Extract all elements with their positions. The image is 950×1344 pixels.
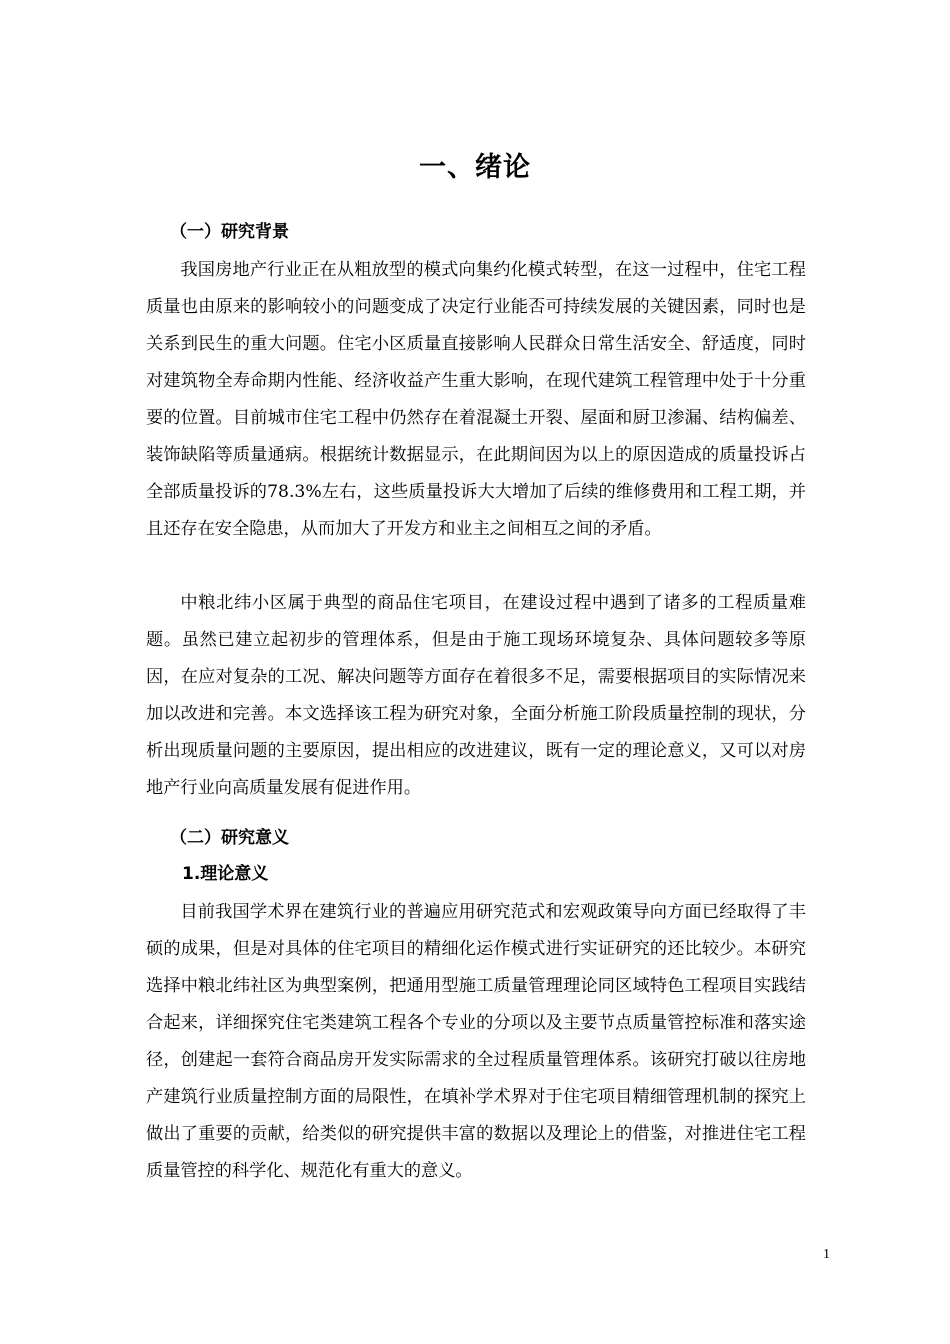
chapter-title: 一、绪论 <box>419 152 531 183</box>
paragraph-background-2: 中粮北纬小区属于典型的商品住宅项目，在建设过程中遇到了诸多的工程质量难题。虽然已建立起初步的管理体系，但是由于施工现场环境复杂、具体问题较多等原因，在应对复杂的工况、解决问题等方面存在着很多不足，需要根据项目的实际情况来加以改进和完善。本文选择该工程为研究对象，全面分析施工阶段质量控制的现状，分析出现质量问题的主要原因，提出相应的改进建议，既有一定的理论意义，又可以对房地产行业向高质量发展有促进作用。 <box>146 593 806 799</box>
section-heading-significance: （二）研究意义 <box>170 828 289 848</box>
paragraph-background-1: 我国房地产行业正在从粗放型的模式向集约化模式转型，在这一过程中，住宅工程质量也由原来的影响较小的问题变成了决定行业能否可持续发展的关键因素，同时也是关系到民生的重大问题。住宅小区质量直接影响人民群众日常生活安全、舒适度，同时对建筑物全寿命期内性能、经济收益产生重大影响，在现代建筑工程管理中处于十分重要的位置。目前城市住宅工程中仍然存在着混凝土开裂、屋面和厨卫渗漏、结构偏差、装饰缺陷等质量通病。根据统计数据显示，在此期间因为以上的原因造成的质量投诉占全部质量投诉的78.3%左右，这些质量投诉大大增加了后续的维修费用和工程工期，并且还存在安全隐患，从而加大了开发方和业主之间相互之间的矛盾。 <box>146 260 806 540</box>
page-number: 1 <box>823 1247 830 1262</box>
paragraph-theoretical: 目前我国学术界在建筑行业的普遍应用研究范式和宏观政策导向方面已经取得了丰硕的成果，但是对具体的住宅项目的精细化运作模式进行实证研究的还比较少。本研究选择中粮北纬社区为典型案例，把通用型施工质量管理理论同区域特色工程项目实践结合起来，详细探究住宅类建筑工程各个专业的分项以及主要节点质量管控标准和落实途径，创建起一套符合商品房开发实际需求的全过程质量管理体系。该研究打破以往房地产建筑行业质量控制方面的局限性，在填补学术界对于住宅项目精细管理机制的探究上做出了重要的贡献，给类似的研究提供丰富的数据以及理论上的借鉴，对推进住宅工程质量管控的科学化、规范化有重大的意义。 <box>146 902 806 1182</box>
subheading-theoretical: 1.理论意义 <box>182 864 269 884</box>
section-heading-background: （一）研究背景 <box>170 222 289 242</box>
